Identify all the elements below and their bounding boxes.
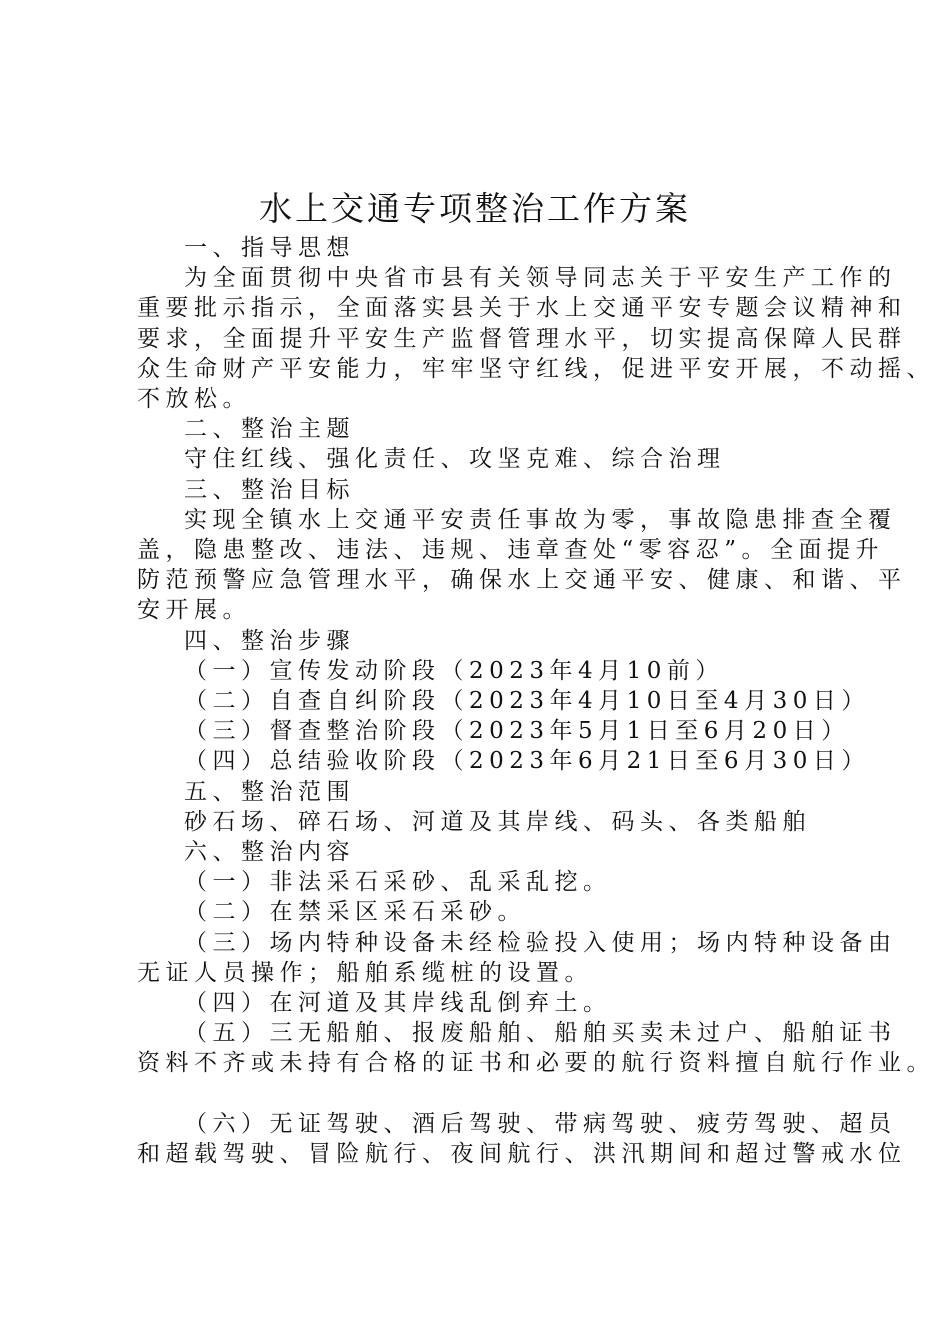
paragraph-line: （四）在河道及其岸线乱倒弃土。 xyxy=(184,990,612,1016)
document-title: 水上交通专项整治工作方案 xyxy=(259,189,691,228)
paragraph-line: （五）三无船舶、报废船舶、船舶买卖未过户、船舶证书 xyxy=(184,1020,897,1047)
paragraph-continuation-line: 和超载驾驶、冒险航行、夜间航行、洪汛期间和超过警戒水位 xyxy=(137,1140,907,1167)
paragraph-continuation-line: 防范预警应急管理水平，确保水上交通平安、健康、和谐、平 xyxy=(137,567,907,594)
paragraph-line: 四、整治步骤 xyxy=(184,627,355,654)
paragraph-continuation-line: 众生命财产平安能力，牢牢坚守红线，促进平安开展，不动摇、 xyxy=(137,355,935,382)
paragraph-line: （六）无证驾驶、酒后驾驶、带病驾驶、疲劳驾驶、超员 xyxy=(184,1110,897,1137)
paragraph-line: 六、整治内容 xyxy=(184,839,355,865)
paragraph-line: 三、整治目标 xyxy=(184,476,355,503)
paragraph-continuation-line: 不放松。 xyxy=(137,386,251,412)
paragraph-continuation-line: 重要批示指示，全面落实县关于水上交通平安专题会议精神和 xyxy=(137,295,907,322)
paragraph-line: 实现全镇水上交通平安责任事故为零，事故隐患排查全覆 xyxy=(184,506,897,533)
paragraph-continuation-line: 盖，隐患整改、违法、违规、违章查处“零容忍”。全面提升 xyxy=(137,537,885,563)
paragraph-continuation-line: 无证人员操作；船舶系缆桩的设置。 xyxy=(137,959,593,986)
paragraph-line: （三）场内特种设备未经检验投入使用；场内特种设备由 xyxy=(184,929,897,956)
paragraph-line: 二、整治主题 xyxy=(184,416,355,443)
paragraph-line: 一、指导思想 xyxy=(184,235,355,261)
paragraph-continuation-line: 资料不齐或未持有合格的证书和必要的航行资料擅自航行作业。 xyxy=(137,1050,935,1077)
paragraph-line: （三）督查整治阶段（2023年5月1日至6月20日） xyxy=(184,718,850,745)
paragraph-line: 守住红线、强化责任、攻坚克难、综合治理 xyxy=(184,446,726,473)
paragraph-line: 五、整治范围 xyxy=(184,778,355,805)
paragraph-line: 为全面贯彻中央省市县有关领导同志关于平安生产工作的 xyxy=(184,265,897,292)
paragraph-continuation-line: 要求，全面提升平安生产监督管理水平，切实提高保障人民群 xyxy=(137,325,907,352)
paragraph-line: （一）宣传发动阶段（2023年4月10前） xyxy=(184,657,724,684)
paragraph-line: （四）总结验收阶段（2023年6月21日至6月30日） xyxy=(184,748,870,775)
paragraph-line: （一）非法采石采砂、乱采乱挖。 xyxy=(184,869,612,896)
paragraph-line: （二）在禁采区采石采砂。 xyxy=(184,899,526,926)
paragraph-continuation-line: 安开展。 xyxy=(137,597,251,624)
paragraph-line: （二）自查自纠阶段（2023年4月10日至4月30日） xyxy=(184,688,870,714)
paragraph-line: 砂石场、碎石场、河道及其岸线、码头、各类船舶 xyxy=(184,808,811,835)
